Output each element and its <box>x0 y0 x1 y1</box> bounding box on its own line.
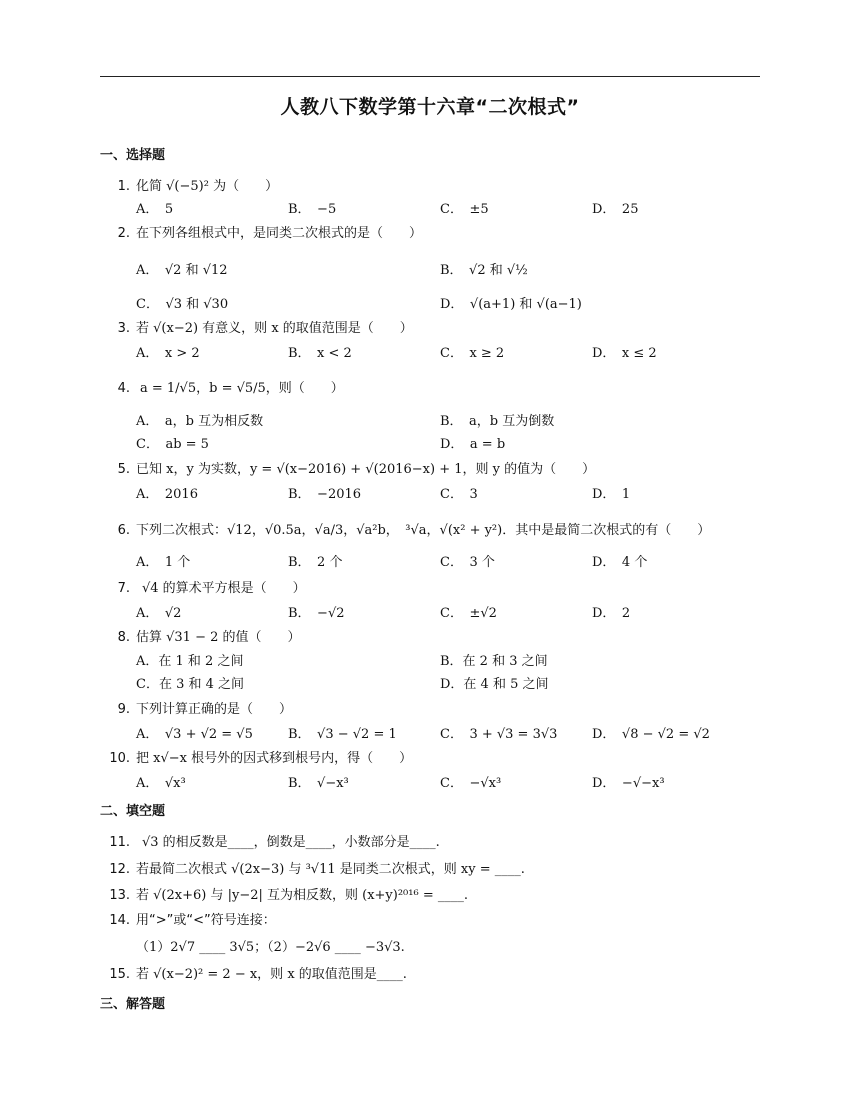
q1-option-a: A． 5 <box>136 202 174 217</box>
q6-option-b: B． 2 个 <box>288 555 343 570</box>
q3-stem: 若 √(x−2) 有意义，则 x 的取值范围是（ ） <box>136 321 413 336</box>
q5-option-d: D． 1 <box>592 487 631 502</box>
q2-number: 2. <box>117 226 130 241</box>
q11-stem: √3 的相反数是____，倒数是____，小数部分是____. <box>142 835 440 850</box>
q3-option-a: A． x > 2 <box>136 346 200 361</box>
q1-option-d: D． 25 <box>592 202 639 217</box>
q12-number: 12. <box>109 862 130 877</box>
q7-number: 7. <box>117 581 130 596</box>
q3-number: 3. <box>117 321 130 336</box>
q4-number: 4. <box>117 381 130 396</box>
q9-number: 9. <box>117 702 130 717</box>
q5-option-c: C． 3 <box>440 487 478 502</box>
q2-option-b: B． √2 和 √½ <box>440 263 528 278</box>
q3-option-c: C． x ≥ 2 <box>440 346 505 361</box>
section-fill-blank: 二、填空题 <box>100 804 166 819</box>
q8-option-c: C．在 3 和 4 之间 <box>136 677 245 692</box>
q3-option-d: D． x ≤ 2 <box>592 346 657 361</box>
q14-subparts: （1）2√7 ____ 3√5；（2）−2√6 ____ −3√3. <box>136 940 405 955</box>
q10-option-a: A． √x³ <box>136 776 186 791</box>
q2-option-d: D． √(a+1) 和 √(a−1) <box>440 297 582 312</box>
q9-stem: 下列计算正确的是（ ） <box>136 702 293 717</box>
q1-stem: 化简 √(−5)² 为（ ） <box>136 179 279 194</box>
q7-option-c: C． ±√2 <box>440 606 497 621</box>
q10-option-b: B． √−x³ <box>288 776 349 791</box>
q4-option-c: C． ab = 5 <box>136 437 209 452</box>
q10-option-d: D． −√−x³ <box>592 776 665 791</box>
q1-option-b: B． −5 <box>288 202 337 217</box>
q10-number: 10. <box>109 751 130 766</box>
q8-stem: 估算 √31 − 2 的值（ ） <box>136 630 301 645</box>
q4-option-b: B． a，b 互为倒数 <box>440 414 555 429</box>
q6-stem: 下列二次根式：√12，√0.5a，√a/3，√a²b， ³√a，√(x² + y²)．其中是最简二次根式的有（ ） <box>136 523 711 538</box>
q7-stem: √4 的算术平方根是（ ） <box>142 581 306 596</box>
q10-option-c: C． −√x³ <box>440 776 502 791</box>
q1-option-c: C． ±5 <box>440 202 489 217</box>
q8-option-a: A．在 1 和 2 之间 <box>136 654 244 669</box>
q15-number: 15. <box>109 967 130 982</box>
q5-option-a: A． 2016 <box>136 487 198 502</box>
q4-stem: a = 1/√5，b = √5/5，则（ ） <box>140 381 344 396</box>
q14-number: 14. <box>109 913 130 928</box>
q13-number: 13. <box>109 888 130 903</box>
q5-stem: 已知 x，y 为实数，y = √(x−2016) + √(2016−x) + 1，则 y 的值为（ ） <box>136 462 596 477</box>
header-rule <box>100 76 760 77</box>
q14-stem: 用“>”或“<”符号连接： <box>136 913 276 928</box>
page-title: 人教八下数学第十六章“二次根式” <box>280 96 580 118</box>
q5-number: 5. <box>117 462 130 477</box>
q8-number: 8. <box>117 630 130 645</box>
q5-option-b: B． −2016 <box>288 487 362 502</box>
q4-option-d: D． a = b <box>440 437 506 452</box>
q9-option-b: B． √3 − √2 = 1 <box>288 727 397 742</box>
q6-option-a: A． 1 个 <box>136 555 191 570</box>
q8-option-d: D．在 4 和 5 之间 <box>440 677 549 692</box>
q7-option-b: B． −√2 <box>288 606 345 621</box>
q6-option-d: D． 4 个 <box>592 555 648 570</box>
q11-number: 11. <box>109 835 130 850</box>
q3-option-b: B． x < 2 <box>288 346 352 361</box>
q13-stem: 若 √(2x+6) 与 |y−2| 互为相反数，则 (x+y)²⁰¹⁶ = ____. <box>136 888 468 903</box>
q10-stem: 把 x√−x 根号外的因式移到根号内，得（ ） <box>136 751 413 766</box>
q7-option-d: D． 2 <box>592 606 631 621</box>
q7-option-a: A． √2 <box>136 606 182 621</box>
q9-option-c: C． 3 + √3 = 3√3 <box>440 727 558 742</box>
q2-stem: 在下列各组根式中，是同类二次根式的是（ ） <box>136 226 423 241</box>
q12-stem: 若最简二次根式 √(2x−3) 与 ³√11 是同类二次根式，则 xy = ____. <box>136 862 525 877</box>
section-choice: 一、选择题 <box>100 148 166 163</box>
q2-option-c: C． √3 和 √30 <box>136 297 229 312</box>
q8-option-b: B．在 2 和 3 之间 <box>440 654 548 669</box>
section-solve: 三、解答题 <box>100 997 166 1012</box>
q6-option-c: C． 3 个 <box>440 555 495 570</box>
q2-option-a: A． √2 和 √12 <box>136 263 228 278</box>
q1-number: 1. <box>117 179 130 194</box>
q9-option-d: D． √8 − √2 = √2 <box>592 727 710 742</box>
q15-stem: 若 √(x−2)² = 2 − x，则 x 的取值范围是____. <box>136 967 407 982</box>
q6-number: 6. <box>117 523 130 538</box>
q9-option-a: A． √3 + √2 = √5 <box>136 727 253 742</box>
q4-option-a: A． a，b 互为相反数 <box>136 414 264 429</box>
